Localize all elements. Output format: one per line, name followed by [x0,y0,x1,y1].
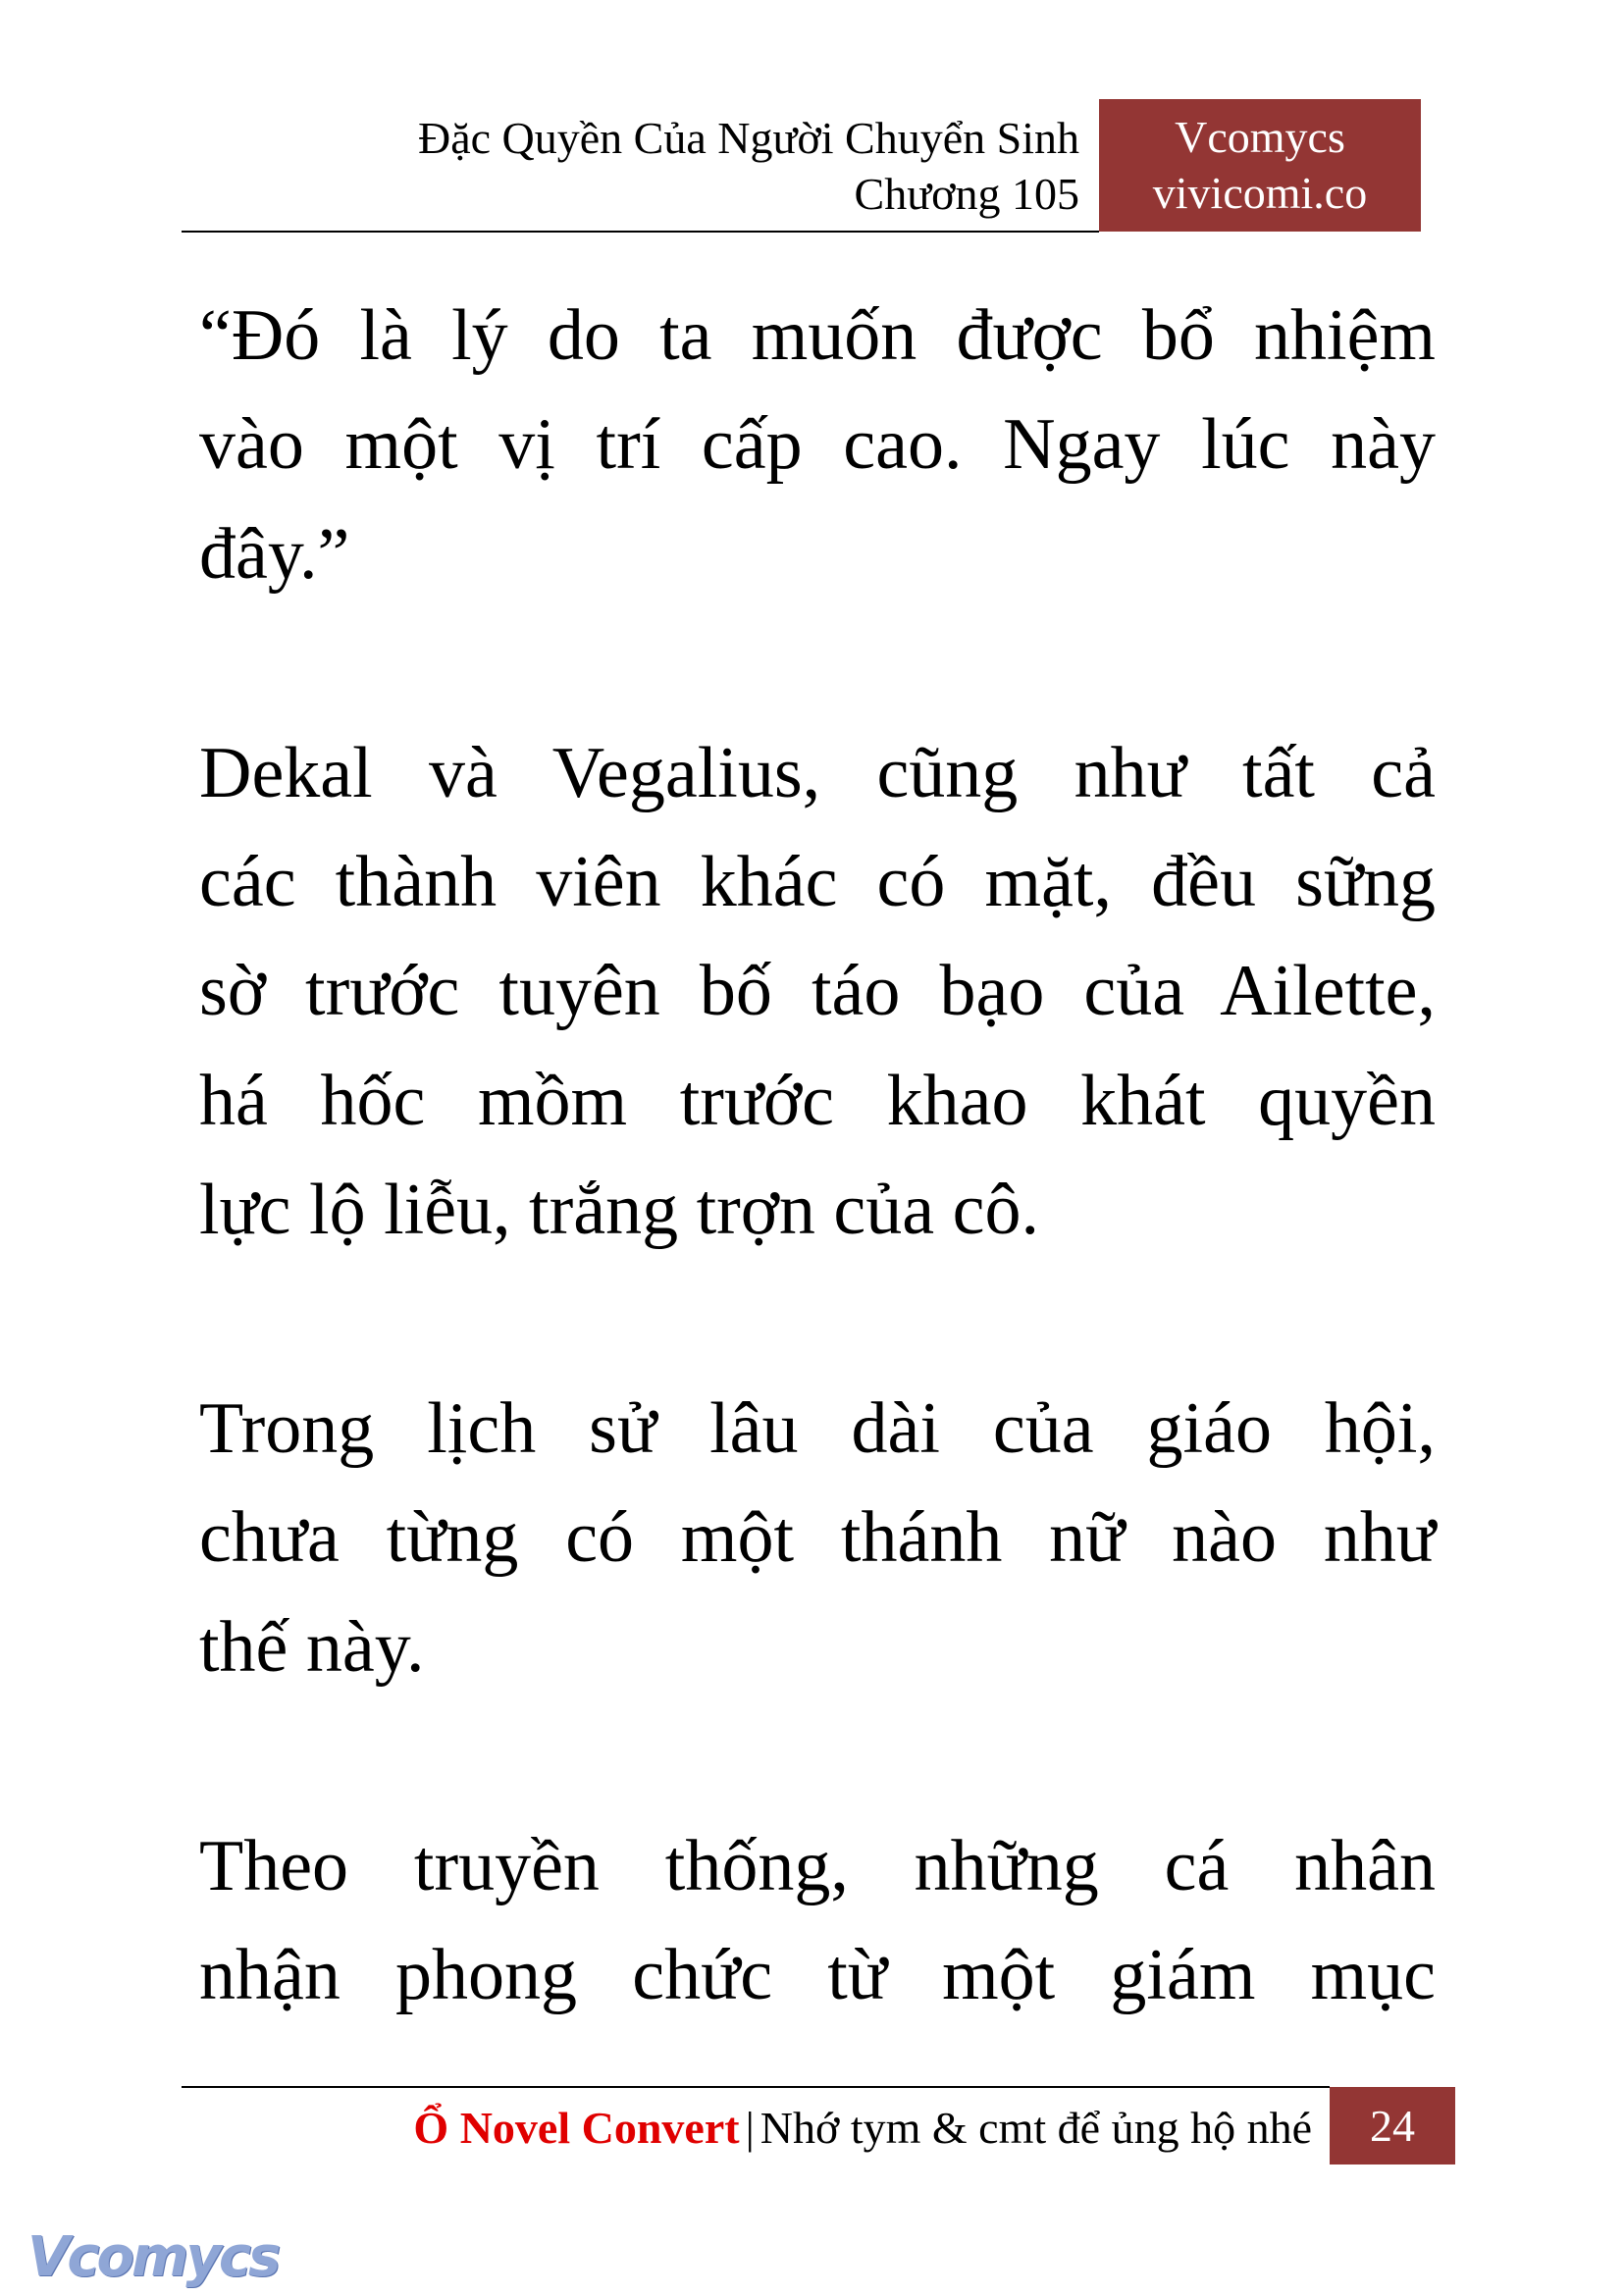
chapter-label: Chương 105 [854,169,1079,219]
footer-message: Nhớ tym & cmt để ủng hộ nhé [760,2103,1312,2153]
text-line: há hốc mồm trước khao khát quyền [199,1060,1436,1141]
paragraph-gap [199,1266,1436,1375]
text-line: vào một vị trí cấp cao. Ngay lúc này [199,404,1436,486]
site-badge [1099,99,1421,232]
book-title: Đặc Quyền Của Người Chuyển Sinh [417,113,1079,163]
text-line: thế này. [199,1606,425,1688]
text-line: đây.” [199,513,350,595]
paragraph-gap [199,609,1436,718]
paragraph [199,1375,1436,1702]
text-line: chưa từng có một thánh nữ nào như [199,1497,1436,1579]
footer-brand: Ổ Novel Convert [413,2103,740,2153]
text-line: sờ trước tuyên bố táo bạo của Ailette, [199,951,1436,1032]
footer-text [413,2102,1312,2155]
header-divider [182,231,1099,233]
vcomycs-logo: Vcomycs [27,2225,279,2289]
text-line: lực lộ liễu, trắng trợn của cô. [199,1170,1039,1251]
text-line: Trong lịch sử lâu dài của giáo hội, [199,1388,1436,1470]
footer-separator: | [745,2103,755,2153]
paragraph-gap [199,1702,1436,1811]
header-title-block [418,110,1079,222]
text-line: nhận phong chức từ một giám mục [199,1935,1436,2016]
text-line: Theo truyền thống, những cá nhân [199,1825,1436,1906]
footer-divider [182,2086,1330,2088]
paragraph [199,1812,1436,2031]
page-number: 24 [1330,2087,1455,2165]
text-line: Dekal và Vegalius, cũng như tất cả [199,732,1436,813]
text-line: các thành viên khác có mặt, đều sững [199,842,1436,923]
site-name: Vcomycs [1175,112,1345,162]
chapter-body [199,282,1436,2030]
paragraph [199,282,1436,609]
text-line: “Đó là lý do ta muốn được bổ nhiệm [199,295,1436,376]
paragraph [199,719,1436,1266]
site-url: vivicomi.co [1152,168,1368,218]
